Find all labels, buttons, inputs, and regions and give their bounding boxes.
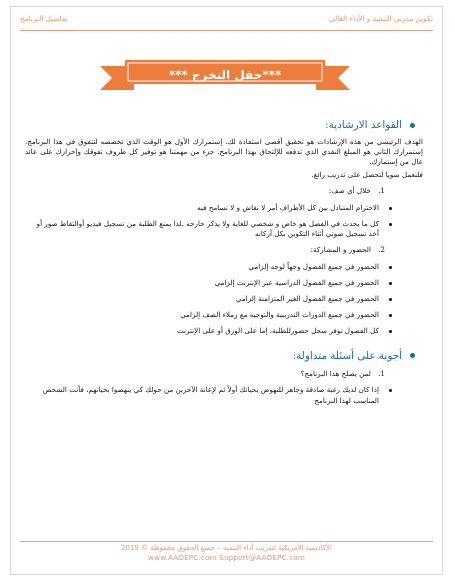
header-program-title: تكوين مدربي التنمية و الأداء العالي xyxy=(328,14,433,23)
numbered-item xyxy=(25,186,423,196)
section-title-text: أجوبة على أسئلة متداولة: xyxy=(292,349,402,362)
list-item: إذا كان لديك رغبة صادقة وجاهز للنهوض بحياتك أولاً ثم لإعانة الآخرين من حولك كي ينهضوا بحياتهم، فأنت الشخص المناسب لهذا البرنامج xyxy=(25,385,423,405)
guidelines-paragraph: الهدف الرئيسي من هذه الإرشادات هو تحقيق أقصى استفادة لك. إستمرارك الأول هو الوقت الذي تخصصه لتتفوق في هذا البرنامج. إستمرارك الثاني هو المبلغ النقدي الذي تدفعه للإلتحاق بهذا البرنامج. جزء من مهمتنا هو توفير كل ظروف تفوقك وإحرازك على عائد عال من إستمارك. xyxy=(25,136,423,166)
header-section-title: تفاصيل البرنامج xyxy=(20,14,68,23)
list-item: الحضور في جميع الفصول الغير المتزامنة إلزامي xyxy=(25,294,423,304)
footer-divider xyxy=(20,541,433,542)
section-bullet-icon xyxy=(410,353,415,358)
item-title: خلال أي صف: xyxy=(328,186,371,196)
bullet-list xyxy=(25,262,423,337)
item-number: 1. xyxy=(378,369,385,379)
list-item: كل الفصول توفر سجل حضورللطلبة، إما على الورق أو على الإنترنت xyxy=(25,326,423,336)
item-number: 2. xyxy=(378,245,385,255)
graduation-banner xyxy=(100,58,350,92)
section-bullet-icon xyxy=(410,123,415,128)
list-item: الحضور في جميع الفصول وجهاً لوجه إلزامي xyxy=(25,262,423,272)
banner-title: ***حفل التخرج *** xyxy=(168,68,282,82)
list-item: كل ما يحدث في الفصل هو خاص و شخصي للغاية ولا يذكر خارجه .لذا يمنع الطلبة من تسجيل فيديو أوالتقاط صور أو أخذ تسجيل صوتي أثناء التكوين بكل أركانه xyxy=(25,219,423,239)
section-title-text: القواعد الارشادية: xyxy=(325,119,402,131)
header-divider xyxy=(20,30,433,31)
bullet-list xyxy=(25,203,423,240)
numbered-item xyxy=(25,245,423,255)
main-content xyxy=(25,118,423,412)
footer-contact: www.AAOEPC.com Support@AAOEPC.com xyxy=(148,553,305,563)
footer-copyright: الأكاديمية الأمريكية لتدريب أداء التنمية – جميع الحقوق محفوظة © 2019 xyxy=(121,544,332,552)
list-item: الحضور في جميع الفصول الدراسية عبر الإنترنت إلزامي xyxy=(25,278,423,288)
page-footer xyxy=(20,541,433,563)
numbered-item xyxy=(25,369,423,379)
item-title: الحضور و المشاركة: xyxy=(310,245,371,255)
item-number: 1. xyxy=(378,186,385,196)
list-item: الاحترام المتبادل بين كل الأطراف أمر لا نقاش و لا تسامح فيه xyxy=(25,203,423,213)
section-faq-title xyxy=(25,349,423,364)
page-header xyxy=(20,14,433,34)
item-title: لمن يصلح هذا البرنامج؟ xyxy=(300,369,371,379)
list-item: الحضور في جميع الدورات التدريبية والتوجيه مع زملاء الصف إلزامي xyxy=(25,310,423,320)
bullet-list xyxy=(25,385,423,405)
guidelines-paragraph: فلنعمل سويا لتحصل على تدريب رائع. xyxy=(311,170,423,180)
section-guidelines-title xyxy=(25,118,423,133)
